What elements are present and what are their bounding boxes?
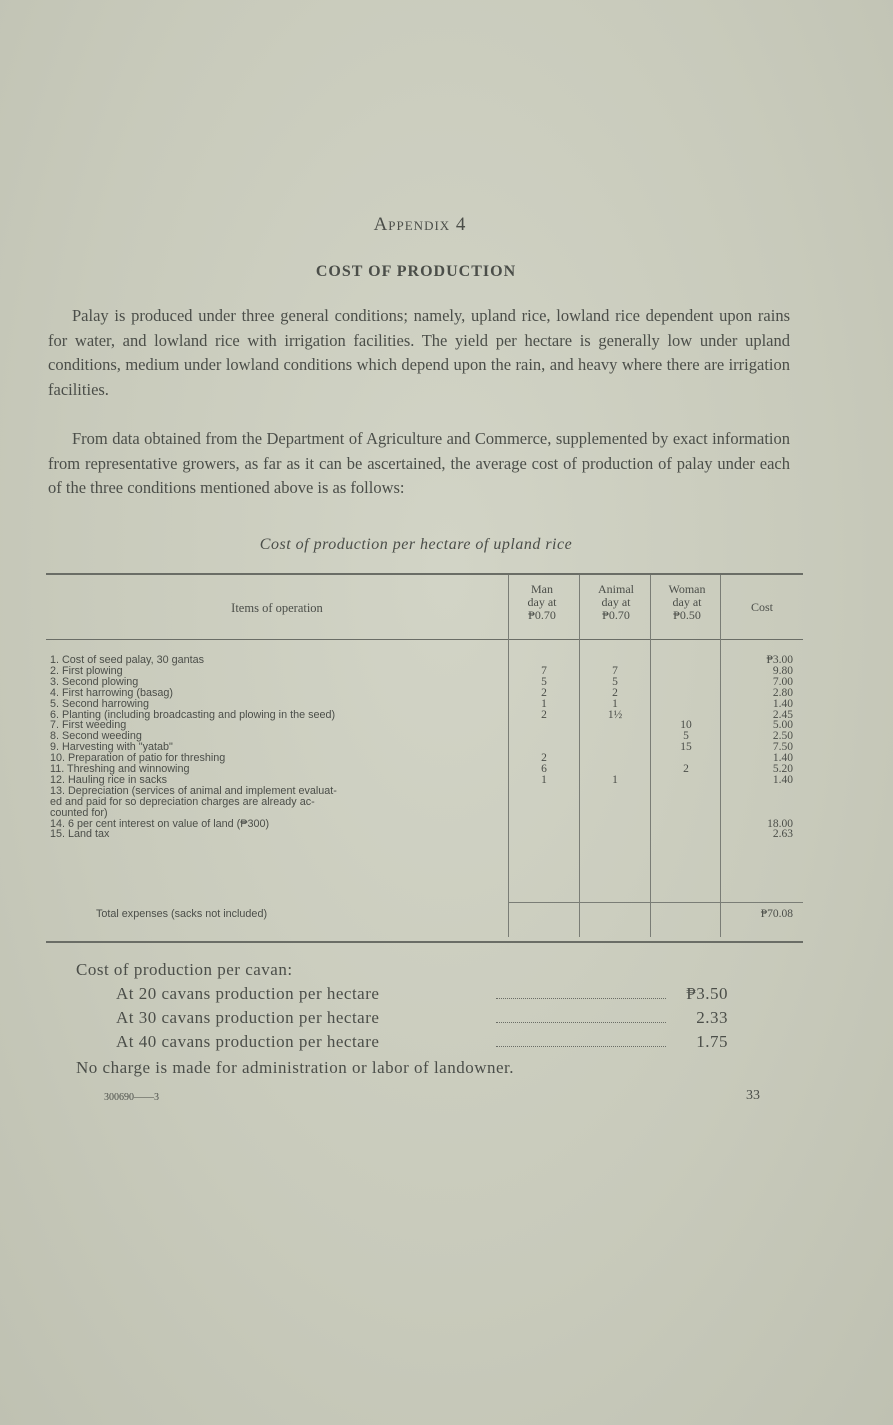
table-row [46, 666, 803, 677]
cell-animal: 5 [612, 675, 618, 688]
cost-per-cavan-row: At 20 cavans production per hectare ₱3.50 [116, 984, 728, 1003]
cell-cost: 7.00 [772, 675, 793, 688]
table-row [46, 775, 803, 786]
cell-man: 2 [541, 686, 547, 699]
paragraph-2: From data obtained from the Department of Agriculture and Commerce, supplemented by exact information from representative growers, as far as it can be ascertained, the average cost of production of palay under each of the three conditions mentioned above is as follows: [48, 429, 790, 497]
cell-man: 2 [541, 708, 547, 721]
cell-label: 12. Hauling rice in sacks [50, 774, 168, 786]
cell-animal: 1½ [607, 708, 623, 721]
cell-label: 9. Harvesting with "yatab" [50, 742, 173, 754]
table-row [46, 699, 803, 710]
cell-cost: 7.50 [772, 741, 793, 754]
table-row [46, 786, 803, 797]
table-row [46, 677, 803, 688]
header-woman: Woman day at ₱0.50 [668, 582, 706, 622]
table-row [46, 742, 803, 753]
cell-label: 4. First harrowing (basag) [50, 687, 174, 699]
table-row [46, 808, 803, 819]
cell-animal: 2 [612, 686, 618, 699]
cell-label: 5. Second harrowing [50, 698, 150, 710]
cell-animal: 7 [612, 664, 618, 677]
table-row [46, 829, 803, 840]
cell-label: 2. First plowing [50, 665, 123, 677]
cell-label: 1. Cost of seed palay, 30 gantas [50, 655, 205, 666]
cell-label: 3. Second plowing [50, 676, 139, 688]
paragraph-1: Palay is produced under three general conditions; namely, upland rice, lowland rice dependent upon rains for water, and lowland rice with irrigation facilities. The yield per hectare is generally low under upland conditions, medium under lowland conditions which depend upon the rain, and heavy where there are irrigation facilities. [48, 306, 790, 399]
header-items: Items of operation [231, 601, 323, 615]
header-cost: Cost [750, 600, 773, 614]
table-row [46, 797, 803, 808]
table-caption: Cost of production per hectare of upland rice [259, 536, 573, 553]
table-row [46, 764, 803, 775]
header-man: Man day at ₱0.70 [527, 582, 557, 622]
page-title: COST OF PRODUCTION [315, 263, 517, 280]
cell-cost: 18.00 [767, 817, 793, 830]
cell-label: counted for) [50, 807, 108, 819]
cell-man: 1 [541, 697, 547, 710]
cell-man: 2 [541, 752, 547, 765]
cell-man: 6 [541, 763, 547, 775]
cell-cost: ₱3.00 [766, 654, 793, 666]
cost-per-cavan-row: At 30 cavans production per hectare 2.33 [116, 1008, 728, 1027]
cell-animal: 1 [612, 773, 618, 786]
table-header [46, 575, 803, 640]
cell-man: 7 [541, 664, 547, 677]
cell-woman: 15 [680, 741, 692, 754]
cell-cost: 2.63 [772, 828, 793, 841]
cell-label: ed and paid for so depreciation charges are already ac- [50, 796, 315, 808]
cell-cost: 1.40 [772, 697, 793, 710]
cell-cost: 9.80 [772, 664, 793, 677]
total-divider [508, 902, 803, 903]
cell-label: 6. Planting (including broadcasting and plowing in the seed) [50, 709, 336, 721]
printer-code: 300690——3 [104, 1092, 159, 1103]
table-row [46, 655, 803, 666]
cell-label: 10. Preparation of patio for threshing [50, 753, 226, 765]
footnote: No charge is made for administration or labor of landowner. [76, 1058, 515, 1077]
cell-woman: 2 [683, 763, 689, 775]
cell-cost: 1.40 [772, 773, 793, 786]
cell-cost: 5.00 [772, 719, 793, 732]
cost-per-cavan-heading: Cost of production per cavan: [76, 960, 293, 979]
header-animal: Animal day at ₱0.70 [598, 582, 634, 622]
cell-animal: 1 [612, 697, 618, 710]
cost-per-cavan-row: At 40 cavans production per hectare 1.75 [116, 1032, 728, 1051]
table-row [46, 819, 803, 830]
cell-label: 13. Depreciation (services of animal and implement evaluat- [50, 785, 337, 797]
total-label: Total expenses (sacks not included) [96, 908, 268, 920]
cell-man: 1 [541, 773, 547, 786]
cell-cost: 5.20 [772, 763, 793, 775]
appendix-heading: Appendix 4 [373, 214, 467, 235]
cell-label: 14. 6 per cent interest on value of land (₱300) [50, 818, 270, 830]
total-cost: ₱70.08 [760, 908, 793, 920]
table-row [46, 720, 803, 731]
cell-woman: 5 [683, 730, 689, 743]
cell-man: 5 [541, 675, 547, 688]
page-number: 33 [746, 1088, 760, 1103]
cell-cost: 2.45 [772, 708, 793, 721]
cell-cost: 2.80 [772, 686, 793, 699]
cell-label: 15. Land tax [50, 829, 110, 841]
table-row [46, 753, 803, 764]
cell-label: 11. Threshing and winnowing [50, 764, 190, 775]
cell-woman: 10 [680, 719, 692, 732]
cell-label: 7. First weeding [50, 720, 127, 732]
cell-label: 8. Second weeding [50, 731, 142, 743]
cell-cost: 2.50 [772, 730, 793, 743]
table-row [46, 688, 803, 699]
cell-cost: 1.40 [772, 752, 793, 765]
cost-table [46, 573, 803, 943]
